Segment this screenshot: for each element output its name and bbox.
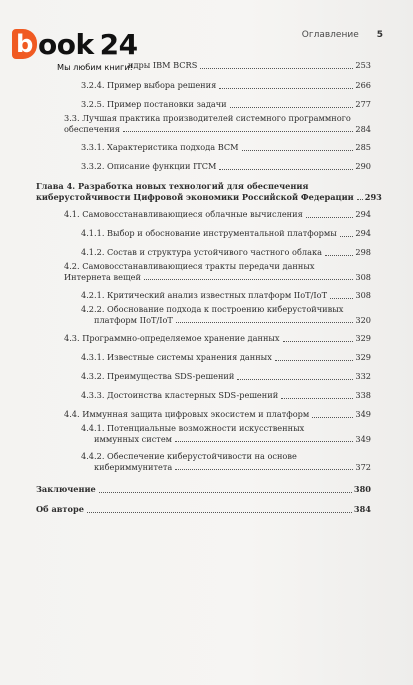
toc-leader bbox=[230, 107, 354, 108]
toc-entry-page: 308 bbox=[355, 271, 371, 282]
toc-entry-title: 4.3.3. Достоинства кластерных SDS-решений bbox=[81, 390, 279, 400]
toc-entry-page: 372 bbox=[355, 461, 371, 472]
toc-chapter-entry[interactable] bbox=[36, 504, 371, 515]
toc-entry-title-continued: платформ IIoT/IoT bbox=[94, 314, 173, 325]
toc-leader bbox=[123, 131, 353, 132]
logo-tagline: Мы любим книги! bbox=[57, 62, 133, 72]
toc-entry[interactable] bbox=[64, 333, 371, 344]
toc-entry-title: 4.1.2. Состав и структура устойчивого частного облака bbox=[81, 247, 322, 257]
toc-entry-title: 3.2.4. Пример выбора решения bbox=[81, 80, 217, 90]
toc-entry-title: 4.2. Самовосстанавливающиеся тракты передачи данных bbox=[64, 261, 315, 271]
toc-entry[interactable] bbox=[81, 451, 371, 472]
toc-leader bbox=[237, 379, 353, 380]
toc-entry-page: 253 bbox=[355, 60, 371, 70]
toc-entry-title: Глава 4. Разработка новых технологий для обеспечения bbox=[36, 181, 309, 191]
toc-entry-page: 380 bbox=[353, 484, 371, 494]
toc-leader bbox=[175, 469, 353, 470]
toc-entry[interactable] bbox=[81, 247, 371, 258]
toc-entry-title-continued: кибериммунитета bbox=[94, 461, 173, 472]
toc-leader bbox=[219, 169, 353, 170]
toc-entry-title: 4.2.1. Критический анализ известных платформ IIoT/IoT bbox=[81, 290, 328, 300]
toc-leader bbox=[330, 298, 353, 299]
toc-entry-title: 3.3.1. Характеристика подхода BCM bbox=[81, 142, 239, 152]
logo-b-mark: b bbox=[12, 29, 37, 59]
toc-leader bbox=[340, 236, 354, 237]
toc-entry-page: 294 bbox=[355, 228, 371, 238]
toc-entry-title-continued: Интернета вещей bbox=[64, 271, 141, 282]
toc-entry[interactable] bbox=[81, 99, 371, 110]
toc-entry-page: 293 bbox=[364, 191, 382, 202]
toc-leader bbox=[175, 441, 353, 442]
toc-leader bbox=[87, 512, 352, 513]
toc-entry[interactable] bbox=[81, 228, 371, 239]
toc-entry-title: ндры IBM BCRS bbox=[128, 60, 198, 70]
toc-entry-page: 332 bbox=[355, 371, 371, 381]
toc-entry[interactable] bbox=[81, 423, 371, 444]
toc-entry[interactable] bbox=[81, 142, 371, 153]
toc-entry-page: 308 bbox=[355, 290, 371, 300]
toc-entry-page: 277 bbox=[355, 99, 371, 109]
toc-entry-title: 4.1.1. Выбор и обоснование инструментальной платформы bbox=[81, 228, 337, 238]
toc-entry[interactable] bbox=[81, 371, 371, 382]
toc-leader bbox=[312, 417, 353, 418]
toc-entry-title: 3.2.5. Пример постановки задачи bbox=[81, 99, 227, 109]
toc-entry-page: 329 bbox=[355, 352, 371, 362]
toc-leader bbox=[306, 217, 354, 218]
toc-entry[interactable] bbox=[64, 209, 371, 220]
toc-entry-page: 290 bbox=[355, 161, 371, 171]
book24-logo[interactable] bbox=[12, 27, 138, 61]
page-number: 5 bbox=[376, 30, 383, 40]
toc-entry-title: Заключение bbox=[36, 484, 96, 494]
toc-leader bbox=[99, 492, 352, 493]
toc-entry[interactable] bbox=[81, 352, 371, 363]
toc-entry-title-continued: иммунных систем bbox=[94, 433, 173, 444]
toc-entry-page: 266 bbox=[355, 80, 371, 90]
section-title: Оглавление bbox=[301, 30, 359, 40]
toc-entry-title: 3.3.2. Описание функции ITCM bbox=[81, 161, 217, 171]
toc-entry-title: 4.3. Программно-определяемое хранение данных bbox=[64, 333, 280, 343]
toc-leader bbox=[144, 279, 353, 280]
toc-entry[interactable] bbox=[64, 409, 371, 420]
toc-entry-page: 349 bbox=[355, 433, 371, 444]
running-head bbox=[302, 30, 383, 40]
toc-chapter-entry[interactable] bbox=[36, 181, 382, 202]
toc-entry-title: 4.3.1. Известные системы хранения данных bbox=[81, 352, 272, 362]
toc-entry-page: 329 bbox=[355, 333, 371, 343]
toc-leader bbox=[219, 88, 353, 89]
toc-leader bbox=[176, 322, 353, 323]
toc-entry[interactable] bbox=[81, 80, 371, 91]
toc-entry-title: 4.4. Иммунная защита цифровых экосистем и платформ bbox=[64, 409, 310, 419]
toc-entry[interactable] bbox=[128, 60, 371, 71]
logo-text: ook bbox=[38, 27, 94, 61]
toc-leader bbox=[281, 398, 353, 399]
toc-entry-title: Об авторе bbox=[36, 504, 84, 514]
toc-entry-page: 349 bbox=[355, 409, 371, 419]
toc-leader bbox=[275, 360, 354, 361]
toc-leader bbox=[283, 341, 354, 342]
toc-entry-page: 284 bbox=[355, 123, 371, 134]
toc-entry-title-continued: киберустойчивости Цифровой экономики Российской Федерации bbox=[36, 191, 354, 202]
toc-entry-page: 285 bbox=[355, 142, 371, 152]
toc-entry[interactable] bbox=[81, 390, 371, 401]
toc-entry[interactable] bbox=[64, 113, 371, 134]
toc-entry-page: 298 bbox=[355, 247, 371, 257]
toc-leader bbox=[357, 199, 363, 200]
toc-entry-title: 4.3.2. Преимущества SDS-решений bbox=[81, 371, 235, 381]
toc-entry-title: 4.4.1. Потенциальные возможности искусственных bbox=[81, 423, 305, 433]
toc-entry[interactable] bbox=[64, 261, 371, 282]
toc-entry-page: 384 bbox=[353, 504, 371, 514]
toc-entry-page: 320 bbox=[355, 314, 371, 325]
toc-entry[interactable] bbox=[81, 290, 371, 301]
logo-number: 24 bbox=[99, 27, 138, 61]
toc-leader bbox=[200, 68, 353, 69]
toc-entry[interactable] bbox=[81, 304, 371, 325]
toc-entry-title: 3.3. Лучшая практика производителей системного программного bbox=[64, 113, 351, 123]
toc-entry-title: 4.1. Самовосстанавливающиеся облачные вычисления bbox=[64, 209, 303, 219]
toc-entry-title-continued: обеспечения bbox=[64, 123, 120, 134]
toc-entry[interactable] bbox=[81, 161, 371, 172]
toc-entry-page: 294 bbox=[355, 209, 371, 219]
toc-leader bbox=[242, 150, 354, 151]
toc-entry-title: 4.2.2. Обоснование подхода к построению киберустойчивых bbox=[81, 304, 344, 314]
toc-chapter-entry[interactable] bbox=[36, 484, 371, 495]
toc-entry-page: 338 bbox=[355, 390, 371, 400]
toc-entry-title: 4.4.2. Обеспечение киберустойчивости на основе bbox=[81, 451, 297, 461]
toc-leader bbox=[325, 255, 353, 256]
